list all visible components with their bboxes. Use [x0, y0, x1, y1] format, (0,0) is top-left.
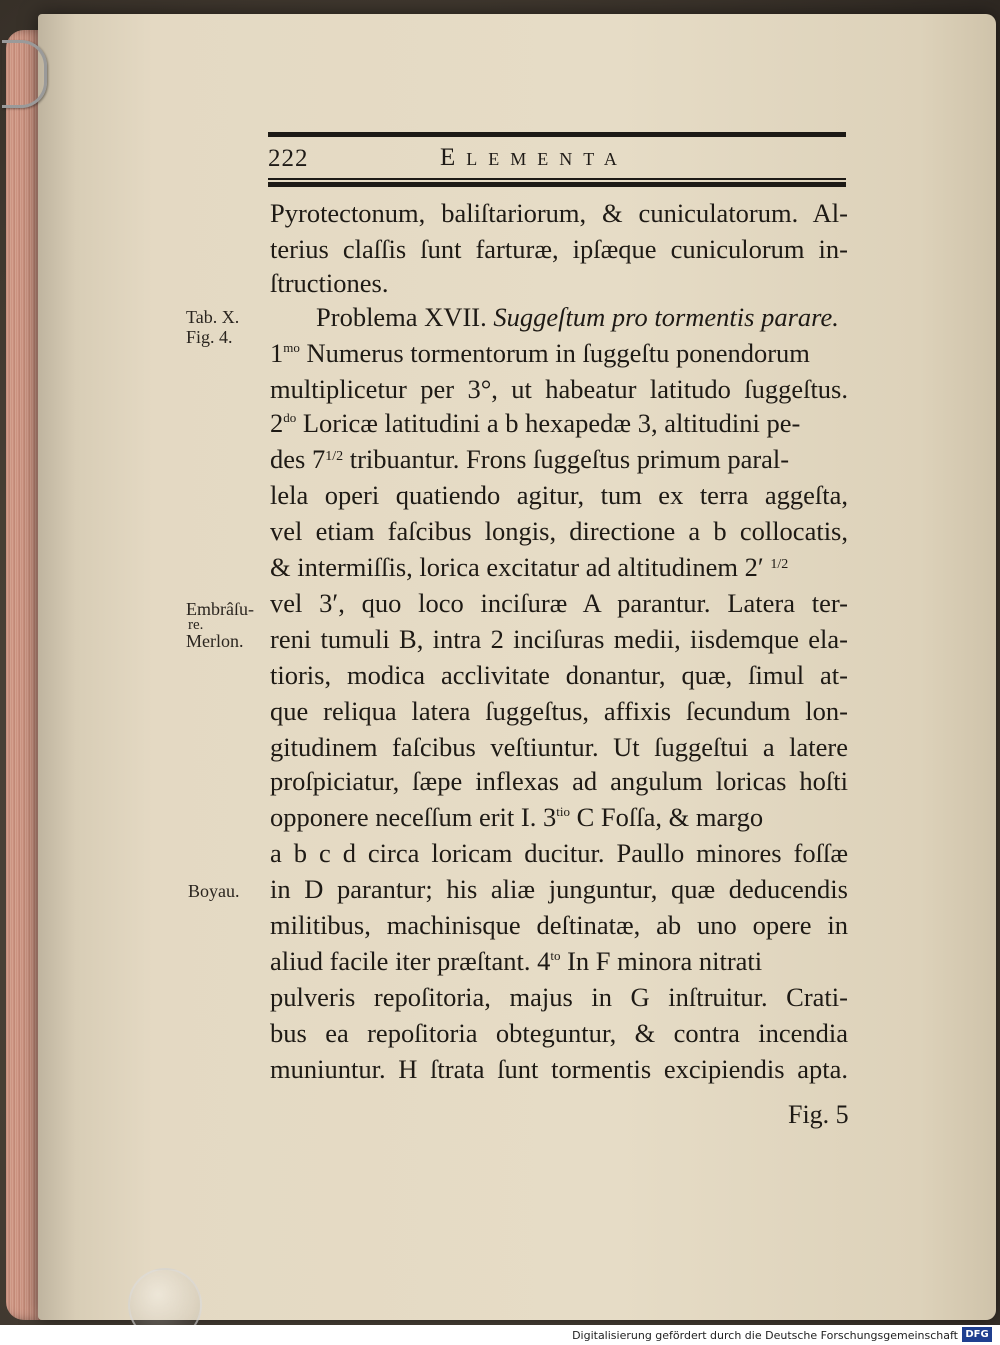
text-line [270, 948, 762, 975]
footer-credit: Digitalisierung gefördert durch die Deutsche Forschungsgemeinschaft [572, 1329, 958, 1342]
page-clip [2, 40, 47, 108]
margin-note-embrasure-cont: re. [188, 617, 204, 633]
text-line: lela operi quatiendo agitur, tum ex terra aggeſta, [270, 480, 848, 510]
text-line: ſtructiones. [270, 268, 389, 298]
text-line [270, 446, 789, 473]
text-line: bus ea repoſitoria obteguntur, & contra incendia [270, 1018, 848, 1048]
margin-note-boyau: Boyau. [188, 881, 240, 901]
text-segment: des 7 [270, 444, 326, 474]
text-line: que reliqua latera ſuggeſtus, affixis ſecundum lon- [270, 696, 848, 726]
problem-heading [316, 304, 839, 331]
text-segment: C Foſſa, & margo [576, 802, 764, 832]
text-segment: tribuantur. Frons ſuggeſtus primum paral- [349, 444, 790, 474]
header-rule-thin [268, 178, 846, 180]
text-segment: Numerus tormentorum in ſuggeſtu ponendorum [306, 338, 810, 368]
text-line [270, 554, 788, 581]
step-number: 4 [537, 946, 551, 976]
text-segment: aliud facile iter præſtant. [270, 946, 531, 976]
fraction: 1/2 [325, 449, 344, 464]
text-segment: & intermiſſis, lorica excitatur ad altitudinem 2′ [270, 552, 764, 582]
text-line [270, 340, 810, 367]
margin-note-merlon: Merlon. [186, 631, 244, 651]
text-line: a b c d circa loricam ducitur. Paullo minores foſſæ [270, 838, 848, 868]
margin-note-fig: Fig. 4. [186, 327, 233, 347]
text-line: proſpiciatur, ſæpe inflexas ad angulum loricas hoſti [270, 766, 848, 796]
text-segment: Loricæ latitudini a b hexapedæ 3, altitudini pe- [302, 408, 801, 438]
step-number: 3 [542, 802, 557, 832]
running-head: Elementa [440, 144, 628, 171]
text-line: in D parantur; his aliæ junguntur, quæ deducendis [270, 874, 848, 904]
text-line: terius claſſis ſunt farturæ, ipſæque cuniculorum in- [270, 234, 848, 264]
text-line: pulveris repoſitoria, majus in G inſtruitur. Crati- [270, 982, 848, 1012]
text-segment: In F minora nitrati [567, 946, 763, 976]
margin-note-embrasure: Embrâſu- [186, 599, 254, 619]
text-line: Pyrotectonum, baliſtariorum, & cuniculatorum. Al- [270, 198, 848, 228]
problem-title: Suggeſtum pro tormentis parare. [493, 302, 839, 332]
dfg-logo: DFG [962, 1327, 992, 1342]
header-rule-bottom [268, 182, 846, 187]
step-number: 2 [270, 408, 284, 438]
text-line [270, 804, 763, 831]
step-number: 1 [270, 338, 284, 368]
catchword: Fig. 5 [788, 1100, 849, 1129]
text-line: vel 3′, quo loco inciſuræ A parantur. Latera ter- [270, 588, 848, 618]
header-rule-top [268, 132, 846, 137]
page-number: 222 [268, 145, 309, 172]
text-line [270, 410, 800, 437]
text-line: tioris, modica acclivitate donantur, quæ, ſimul at- [270, 660, 848, 690]
step-ordinal: mo [283, 340, 300, 355]
step-ordinal: tio [556, 804, 570, 819]
step-ordinal: to [550, 948, 561, 963]
text-line: muniuntur. H ſtrata ſunt tormentis excipiendis apta. [270, 1054, 848, 1084]
text-line: reni tumuli B, intra 2 inciſuras medii, iisdemque ela- [270, 624, 848, 654]
text-line: multiplicetur per 3°, ut habeatur latitudo ſuggeſtus. [270, 374, 848, 404]
text-segment: opponere neceſſum erit I. [270, 802, 537, 832]
problem-number: Problema XVII. [316, 302, 487, 332]
step-ordinal: do [283, 410, 297, 425]
text-line: gitudinem faſcibus veſtiuntur. Ut ſuggeſtui a latere [270, 732, 848, 762]
margin-note-tab: Tab. X. [186, 307, 240, 327]
text-line: militibus, machinisque deſtinatæ, ab uno opere in [270, 910, 848, 940]
text-line: vel etiam faſcibus longis, directione a b collocatis, [270, 516, 848, 546]
fraction: 1/2 [770, 557, 789, 572]
